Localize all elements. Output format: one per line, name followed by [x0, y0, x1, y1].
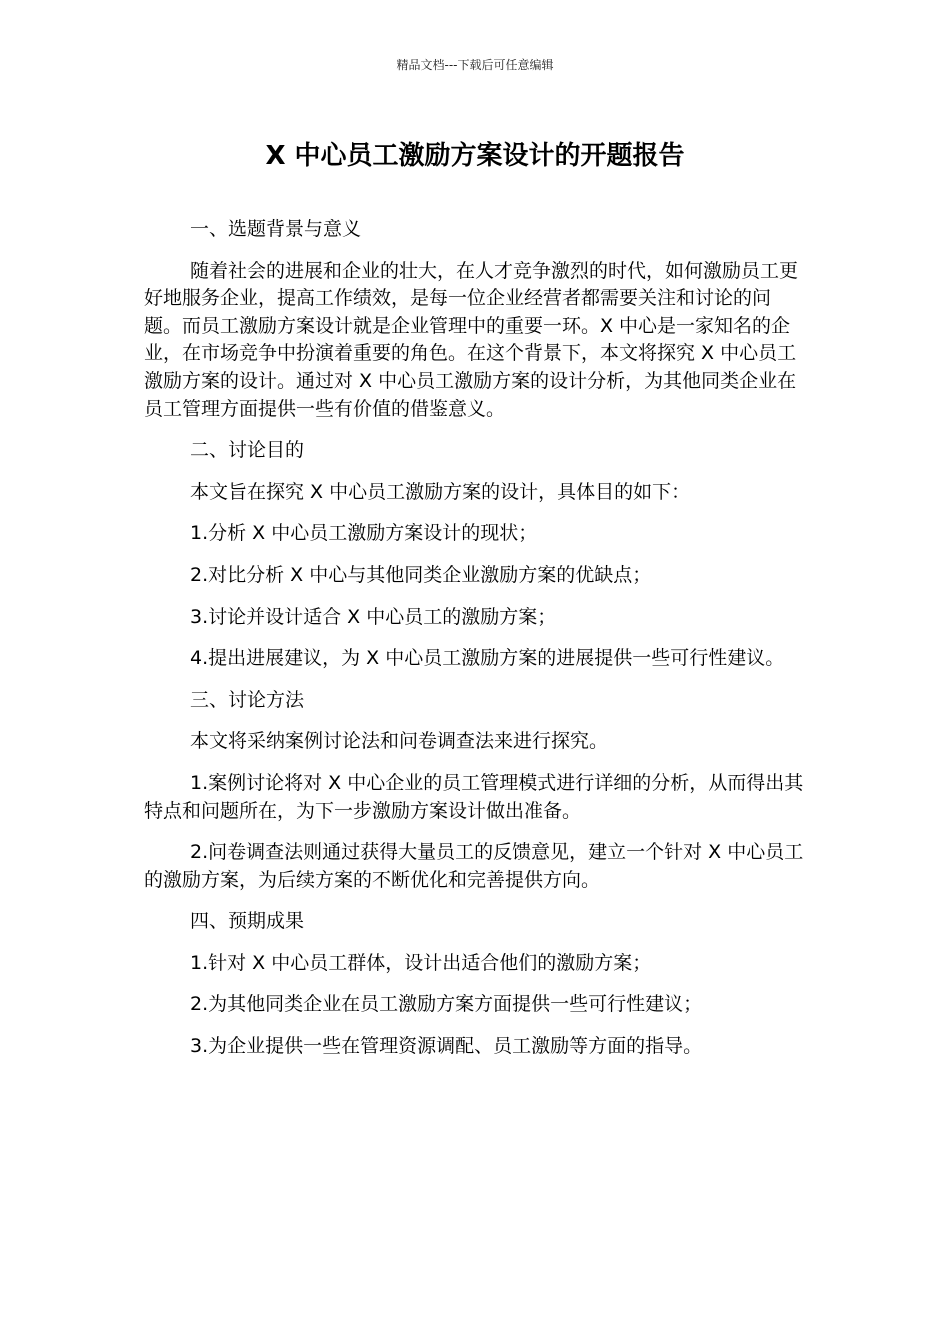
list-item-purpose-2: 2.对比分析 X 中心与其他同类企业激励方案的优缺点； — [190, 563, 652, 586]
document-title: X 中心员工激励方案设计的开题报告 — [265, 141, 685, 171]
paragraph-method-intro: 本文将采纳案例讨论法和问卷调查法来进行探究。 — [190, 730, 609, 753]
section-heading-background: 一、选题背景与意义 — [190, 218, 362, 240]
section-heading-method: 三、讨论方法 — [190, 688, 305, 711]
section-heading-outcomes: 四、预期成果 — [190, 910, 305, 933]
list-item-outcome-3: 3.为企业提供一些在管理资源调配、员工激励等方面的指导。 — [190, 1035, 703, 1058]
section-heading-purpose: 二、讨论目的 — [190, 439, 305, 462]
paragraph-purpose-intro: 本文旨在探究 X 中心员工激励方案的设计，具体目的如下： — [190, 480, 691, 503]
list-item-purpose-3: 3.讨论并设计适合 X 中心员工的激励方案； — [190, 605, 557, 628]
paragraph-background: 随着社会的进展和企业的壮大，在人才竞争激烈的时代，如何激励员工更好地服务企业，提高工作绩效，是每一位企业经营者都需要关注和讨论的问题。而员工激励方案设计就是企业管理中的重要一环。X 中心是一家知名的企业，在市场竞争中扮演着重要的角色。在这个背景下，本文将探究 X 中心员工激励方案的设计。通过对 X 中心员工激励方案的设计分析，为其他同类企业在员工管理方面提供一些有价值的借鉴意义。 — [144, 259, 799, 420]
list-item-outcome-1: 1.针对 X 中心员工群体，设计出适合他们的激励方案； — [190, 951, 652, 974]
list-item-method-1: 1.案例讨论将对 X 中心企业的员工管理模式进行详细的分析，从而得出其特点和问题所在，为下一步激励方案设计做出准备。 — [144, 771, 804, 822]
document-body — [144, 216, 808, 1075]
header-note: 精品文档---下载后可任意编辑 — [396, 58, 554, 72]
list-item-purpose-1: 1.分析 X 中心员工激励方案设计的现状； — [190, 522, 538, 545]
list-item-method-2: 2.问卷调查法则通过获得大量员工的反馈意见，建立一个针对 X 中心员工的激励方案，为后续方案的不断优化和完善提供方向。 — [144, 841, 804, 891]
list-item-outcome-2: 2.为其他同类企业在员工激励方案方面提供一些可行性建议； — [190, 993, 703, 1016]
list-item-purpose-4: 4.提出进展建议，为 X 中心员工激励方案的进展提供一些可行性建议。 — [190, 647, 785, 670]
